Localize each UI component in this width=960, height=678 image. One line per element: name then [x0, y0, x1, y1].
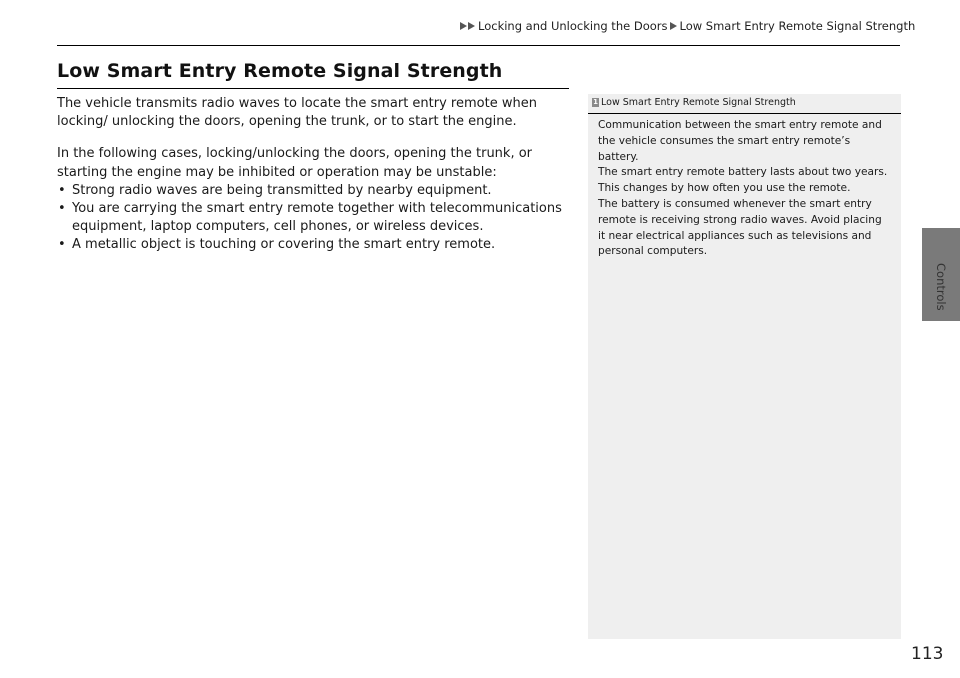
reference-marker-icon: 1 — [593, 98, 598, 106]
note-title: Low Smart Entry Remote Signal Strength — [601, 97, 796, 108]
triangle-arrow-icon — [460, 22, 467, 30]
main-body — [57, 95, 577, 255]
note-body — [588, 114, 901, 260]
lead-paragraph: In the following cases, locking/unlocking the doors, opening the trunk, or starting the engine may be inhibited or operation may be unstable: — [57, 146, 533, 180]
note-paragraph: The battery is consumed whenever the smart entry remote is receiving strong radio waves. Avoid placing it near electrical appliances such as televisions and personal computers. — [598, 197, 882, 258]
note-paragraph: The smart entry remote battery lasts about two years. This changes by how often you use the remote. — [598, 166, 888, 195]
list-item: • You are carrying the smart entry remote together with telecommunications equipment, laptop computers, cell phones, or wireless devices. — [57, 200, 577, 236]
triangle-arrow-icon — [468, 22, 475, 30]
note-paragraph: Communication between the smart entry remote and the vehicle consumes the smart entry remote’s battery. — [598, 119, 882, 163]
bullet-list — [57, 182, 577, 255]
list-item: • A metallic object is touching or covering the smart entry remote. — [57, 236, 577, 254]
section-title: Low Smart Entry Remote Signal Strength — [57, 60, 503, 82]
breadcrumb-item: Locking and Unlocking the Doors — [478, 19, 668, 33]
note-header — [588, 94, 901, 114]
header-rule — [57, 45, 900, 46]
chapter-label: Controls — [934, 263, 948, 311]
breadcrumb-item-current: Low Smart Entry Remote Signal Strength — [679, 19, 916, 33]
sidebar-note — [588, 94, 901, 639]
intro-paragraph: The vehicle transmits radio waves to locate the smart entry remote when locking/ unlocking the doors, opening the trunk, or to start the engine. — [57, 96, 537, 130]
page-number: 113 — [911, 644, 944, 664]
triangle-arrow-icon — [670, 22, 677, 30]
list-item: • Strong radio waves are being transmitted by nearby equipment. — [57, 182, 577, 200]
title-rule — [57, 88, 569, 89]
breadcrumb — [460, 19, 915, 33]
